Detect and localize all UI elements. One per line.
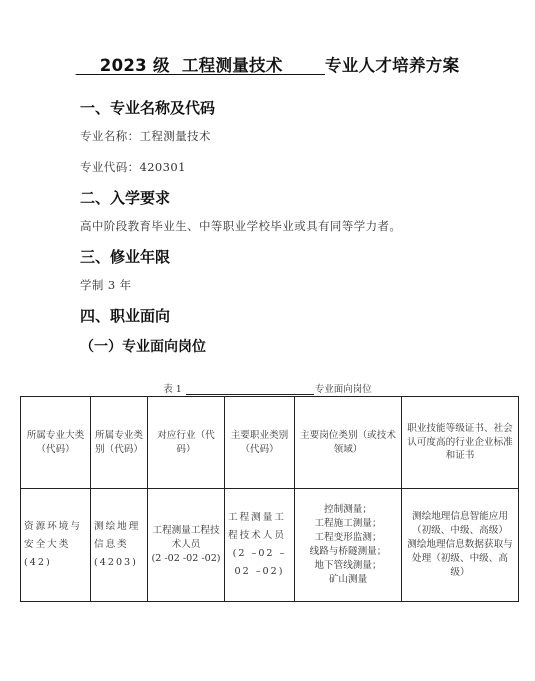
occupation-cell bbox=[225, 489, 295, 602]
header-cell: 主要岗位类别（或技术领域） bbox=[295, 397, 402, 489]
major-category-cell bbox=[21, 489, 91, 602]
section-4-heading: 四、职业面向 bbox=[80, 307, 171, 325]
caption-suffix: 专业面向岗位 bbox=[314, 384, 372, 395]
header-cell: 职业技能等级证书、社会认可度高的行业企业标准和证书 bbox=[402, 397, 519, 489]
industry-text: 工程测量工程技术人员 bbox=[152, 525, 220, 551]
certificate-cell bbox=[402, 489, 519, 602]
title-underlined-part bbox=[76, 56, 325, 75]
occupation-code: (2 –02 –02 –02) bbox=[232, 548, 287, 578]
major-class-cell bbox=[91, 489, 148, 602]
section-1-heading: 一、专业名称及代码 bbox=[80, 99, 216, 117]
table-row bbox=[21, 489, 519, 602]
table-caption bbox=[0, 381, 535, 395]
position-item: 工程施工测量； bbox=[314, 518, 382, 530]
major-class-text: 测绘地理信息类 bbox=[94, 520, 141, 550]
title-trail: 专业人才培养方案 bbox=[324, 56, 460, 75]
admission-requirement: 高中阶段教育毕业生、中等职业学校毕业或具有同等学力者。 bbox=[80, 219, 402, 233]
caption-prefix: 表 1 bbox=[163, 384, 182, 395]
header-cell: 所属专业大类（代码） bbox=[21, 397, 91, 489]
position-item: 控制测量； bbox=[324, 504, 372, 516]
major-name-line: 专业名称：工程测量技术 bbox=[80, 129, 211, 143]
header-cell: 对应行业（代码） bbox=[148, 397, 225, 489]
position-item: 工程变形监测； bbox=[314, 532, 382, 544]
table-header-row bbox=[21, 397, 519, 489]
occupation-text: 工程测量工程技术人员 bbox=[228, 511, 286, 541]
section-4-subheading: （一）专业面向岗位 bbox=[80, 339, 206, 355]
section-2-heading: 二、入学要求 bbox=[80, 189, 171, 207]
job-orientation-table bbox=[20, 396, 519, 602]
position-item: 线路与桥隧测量； bbox=[309, 546, 387, 557]
header-cell: 所属专业类别（代码） bbox=[91, 397, 148, 489]
position-item: 矿山测量 bbox=[328, 573, 368, 585]
study-duration: 学制 3 年 bbox=[80, 278, 132, 292]
certificate-item: 测绘地理信息智能应用（初级、中级、高级） bbox=[412, 511, 508, 537]
position-item: 地下管线测量； bbox=[314, 559, 382, 571]
major-category-text: 资源环境与安全大类 bbox=[24, 520, 82, 550]
caption-blank-line bbox=[186, 384, 314, 395]
header-cell: 主要职业类别（代码） bbox=[225, 397, 295, 489]
major-code-line: 专业代码：420301 bbox=[80, 160, 186, 174]
certificate-item: 测绘地理信息数据获取与处理（初级、中级、高级） bbox=[407, 539, 513, 578]
major-class-code: (4203) bbox=[94, 557, 138, 569]
industry-cell bbox=[148, 489, 225, 602]
position-cell bbox=[295, 489, 402, 602]
title-lead: 2023 级 工程测量技术 bbox=[99, 56, 283, 75]
document-title bbox=[0, 52, 535, 76]
section-3-heading: 三、修业年限 bbox=[80, 248, 171, 266]
industry-code: (2 -02 -02 -02) bbox=[151, 552, 221, 564]
major-category-code: (42) bbox=[24, 557, 52, 569]
